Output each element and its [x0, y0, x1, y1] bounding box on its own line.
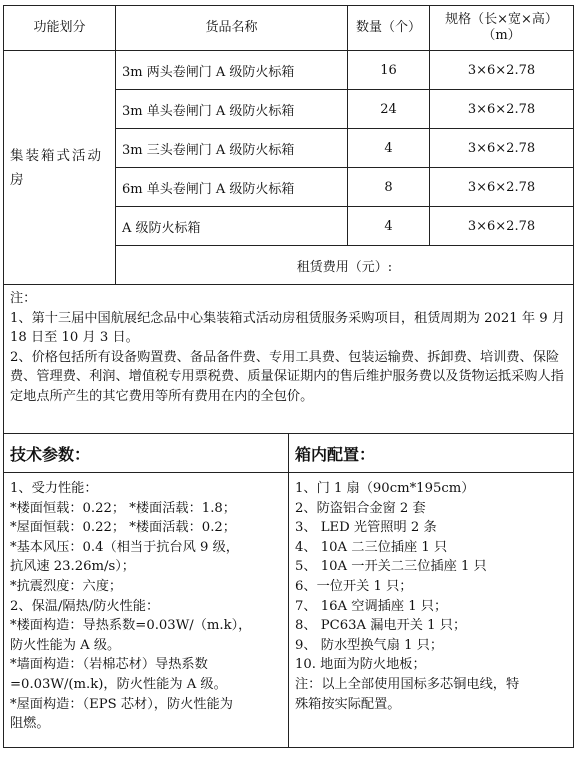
goods-name: 6m 单头卷闸门 A 级防火标箱	[116, 168, 348, 207]
notes-item: 2、价格包括所有设备购置费、备品备件费、专用工具费、包装运输费、拆卸费、培训费、保险费、管理费、利润、增值税专用票税费、质量保证期内的售后维护服务费以及货物运抵采购人指定地点所产生的其它费用等所有费用在内的全包价。	[10, 349, 564, 404]
tech-item: *楼面构造：导热系数=0.03W/（m.k），	[10, 618, 252, 634]
header-func: 功能划分	[4, 6, 116, 51]
goods-name: 3m 单头卷闸门 A 级防火标箱	[116, 90, 348, 129]
goods-spec: 3×6×2.78	[430, 51, 574, 90]
tech-item: *屋面构造：（EPS 芯材），防火性能为	[10, 696, 233, 712]
config-item: 2、防盗铝合金窗 2 套	[295, 500, 426, 516]
tech-item: *楼面恒载：0.22； *楼面活载：1.8；	[10, 500, 236, 516]
header-spec-line1: 规格（长×宽×高）	[445, 12, 558, 27]
goods-spec: 3×6×2.78	[430, 168, 574, 207]
tech-item: =0.03W/(m.k)，防火性能为 A 级。	[10, 676, 227, 692]
goods-qty: 8	[348, 168, 430, 207]
goods-spec: 3×6×2.78	[430, 90, 574, 129]
config-list-cell	[289, 473, 574, 748]
tech-item: 阻燃。	[10, 716, 50, 732]
header-qty: 数量（个）	[348, 6, 430, 51]
goods-qty: 4	[348, 129, 430, 168]
tech-item: 1、受力性能：	[10, 481, 98, 496]
config-title: 箱内配置：	[289, 434, 574, 473]
func-category-cell: 集装箱式活动房	[4, 51, 116, 285]
header-spec	[430, 6, 574, 51]
goods-qty: 16	[348, 51, 430, 90]
tech-title: 技术参数：	[4, 434, 289, 473]
goods-name: A 级防火标箱	[116, 207, 348, 246]
tech-item: 2、保温/隔热/防火性能：	[10, 598, 160, 614]
tech-item: 防火性能为 A 级。	[10, 637, 121, 653]
config-item: 8、 PC63A 漏电开关 1 只；	[295, 618, 467, 634]
config-item: 9、 防水型换气扇 1 只；	[295, 637, 444, 653]
notes-title: 注：	[10, 291, 37, 306]
goods-qty: 24	[348, 90, 430, 129]
tech-item: *屋面恒载：0.22； *楼面活载：0.2；	[10, 520, 236, 536]
goods-name: 3m 三头卷闸门 A 级防火标箱	[116, 129, 348, 168]
config-item: 6、一位开关 1 只；	[295, 578, 413, 594]
config-list	[295, 479, 567, 714]
table-row	[4, 51, 574, 90]
notes-item: 1、第十三届中国航展纪念品中心集装箱式活动房租赁服务采购项目，租赁周期为 2021 年 9 月 18 日至 10 月 3 日。	[10, 310, 566, 346]
config-item: 7、 16A 空调插座 1 只；	[295, 598, 448, 614]
tech-list	[10, 479, 282, 734]
header-name: 货品名称	[116, 6, 348, 51]
tech-item: 抗风速 23.26m/s）；	[10, 559, 135, 575]
config-item: 10. 地面为防火地板；	[295, 657, 426, 673]
goods-table	[3, 5, 574, 434]
config-item: 1、门 1 扇（90cm*195cm）	[295, 481, 475, 496]
config-item: 殊箱按实际配置。	[295, 696, 401, 712]
header-spec-line2: （m）	[482, 28, 521, 43]
tech-item: *墙面构造：（岩棉芯材）导热系数	[10, 657, 208, 673]
spec-table	[3, 433, 574, 748]
config-item: 3、 LED 光管照明 2 条	[295, 520, 437, 536]
config-item: 5、 10A 一开关二三位插座 1 只	[295, 559, 487, 575]
goods-spec: 3×6×2.78	[430, 207, 574, 246]
notes-cell	[4, 285, 574, 434]
tech-list-cell	[4, 473, 289, 748]
goods-name: 3m 两头卷闸门 A 级防火标箱	[116, 51, 348, 90]
config-item: 注：以上全部使用国标多芯铜电线，特	[295, 676, 520, 692]
rent-label: 租赁费用（元）:	[116, 246, 574, 285]
tech-item: *抗震烈度：六度；	[10, 578, 123, 594]
config-item: 4、 10A 二三位插座 1 只	[295, 539, 448, 555]
goods-spec: 3×6×2.78	[430, 129, 574, 168]
procurement-document	[3, 5, 573, 748]
goods-qty: 4	[348, 207, 430, 246]
tech-item: *基本风压：0.4（相当于抗台风 9 级，	[10, 539, 239, 555]
